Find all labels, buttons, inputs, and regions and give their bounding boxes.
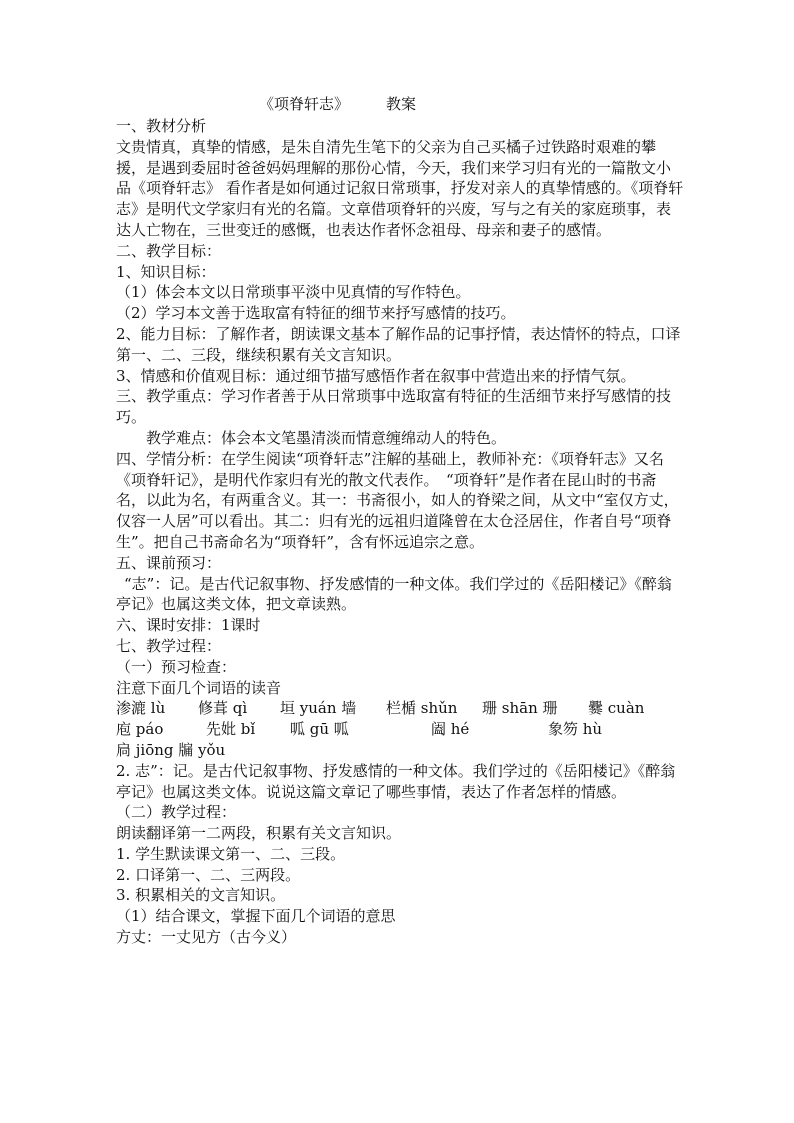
title-book-name: 《项脊轩志》 (259, 95, 350, 113)
vocabulary-item: 爨 cuàn (588, 699, 645, 718)
paragraph: 2. 志”：记。是古代记叙事物、抒发感情的一种文体。我们学过的《岳阳楼记》《醉翁亭记》也属这类文体。说说这篇文章记了哪些事情，表达了作者怎样的情感。 (116, 761, 676, 801)
paragraph: （1）结合课文，掌握下面几个词语的意思 (116, 907, 396, 926)
paragraph: 三、教学重点：学习作者善于从日常琐事中选取富有特征的生活细节来抒写感情的技巧。 (116, 387, 672, 427)
paragraph: 文贵情真，真挚的情感，是朱自清先生笔下的父亲为自己买橘子过铁路时艰难的攀援，是遇到委屈时爸爸妈妈理解的那份心情，今天，我们来学习归有光的一篇散文小品《项脊轩志》 看作者是如何通过记叙日常琐事，抒发对亲人的真挚情感的。《项脊轩志》是明代文学家归有光的名篇。文章借项脊轩的兴废，写与之有关的家庭琐事，表达人亡物在，三世变迁的感慨，也表达作者怀念祖母、母亲和妻子的感情。 (116, 137, 684, 239)
paragraph: （2）学习本文善于选取富有特征的细节来抒写感情的技巧。 (116, 304, 516, 323)
paragraph: 2、能力目标：了解作者，朗读课文基本了解作品的记事抒情，表达情怀的特点，口译第一、二、三段，继续积累有关文言知识。 (116, 324, 681, 364)
vocabulary-item: 象笏 hù (548, 720, 603, 739)
paragraph: 注意下面几个词语的读音 (116, 678, 282, 697)
paragraph: “志”：记。是古代记叙事物、抒发感情的一种文体。我们学过的《岳阳楼记》《醉翁亭记》也属这类文体，把文章读熟。 (116, 574, 672, 614)
paragraph: 方丈：一丈见方（古今义） (116, 928, 297, 947)
section-heading: 一、教材分析 (116, 117, 207, 135)
vocabulary-item: 垣 yuán 墙 (280, 699, 357, 718)
vocabulary-item: 栏楯 shǔn (386, 699, 458, 718)
paragraph: 四、学情分析：在学生阅读“项脊轩志”注解的基础上，教师补充：《项脊轩志》又名《项脊轩记》，是明代作家归有光的散文代表作。 “项脊轩”是作者在昆山时的书斋名，以此为名，有两重含义。其一：书斋很小，如人的脊梁之间，从文中“室仅方丈，仅容一人居”可以看出。其二：归有光的远祖归道隆曾在太仓泾居住，作者自号“项脊生”。把自己书斋命名为“项脊轩”，含有怀远追宗之意。 (116, 449, 679, 551)
vocabulary-item: 渗漉 lù (116, 699, 166, 718)
section-heading: 二、教学目标： (116, 241, 222, 260)
vocabulary-item: 先妣 bǐ (206, 720, 256, 739)
paragraph: 1. 学生默读课文第一、二、三段。 (116, 844, 346, 863)
paragraph: 1、知识目标： (116, 262, 216, 281)
vocabulary-item: 庖 páo (116, 720, 164, 739)
title-label: 教案 (386, 95, 417, 113)
paragraph: （二）教学过程： (116, 803, 237, 822)
paragraph: 朗读翻译第一二两段，积累有关文言知识。 (116, 824, 402, 843)
vocabulary-item: 阖 hé (431, 720, 470, 739)
paragraph: 3. 积累相关的文言知识。 (116, 886, 286, 905)
section-heading: 五、课前预习： (116, 553, 222, 572)
paragraph: 2. 口译第一、二、三两段。 (116, 865, 301, 884)
section-heading: 七、教学过程： (116, 636, 222, 655)
vocabulary-row (116, 719, 684, 740)
vocabulary-item: 呱 gū 呱 (290, 720, 349, 739)
paragraph: （1）体会本文以日常琐事平淡中见真情的写作特色。 (116, 283, 471, 302)
paragraph: （一）预习检查： (116, 657, 237, 676)
vocabulary-item: 扃 jiōng 牖 yǒu (116, 740, 226, 759)
section-heading: 六、课时安排：1课时 (116, 616, 261, 635)
document-body (116, 116, 684, 948)
vocabulary-item: 珊 shān 珊 (482, 699, 558, 718)
vocabulary-item: 修葺 qì (198, 699, 248, 718)
vocabulary-row (116, 698, 684, 719)
paragraph: 教学难点：体会本文笔墨清淡而情意缠绵动人的特色。 (146, 428, 507, 447)
paragraph: 3、情感和价值观目标：通过细节描写感悟作者在叙事中营造出来的抒情气氛。 (116, 366, 636, 385)
